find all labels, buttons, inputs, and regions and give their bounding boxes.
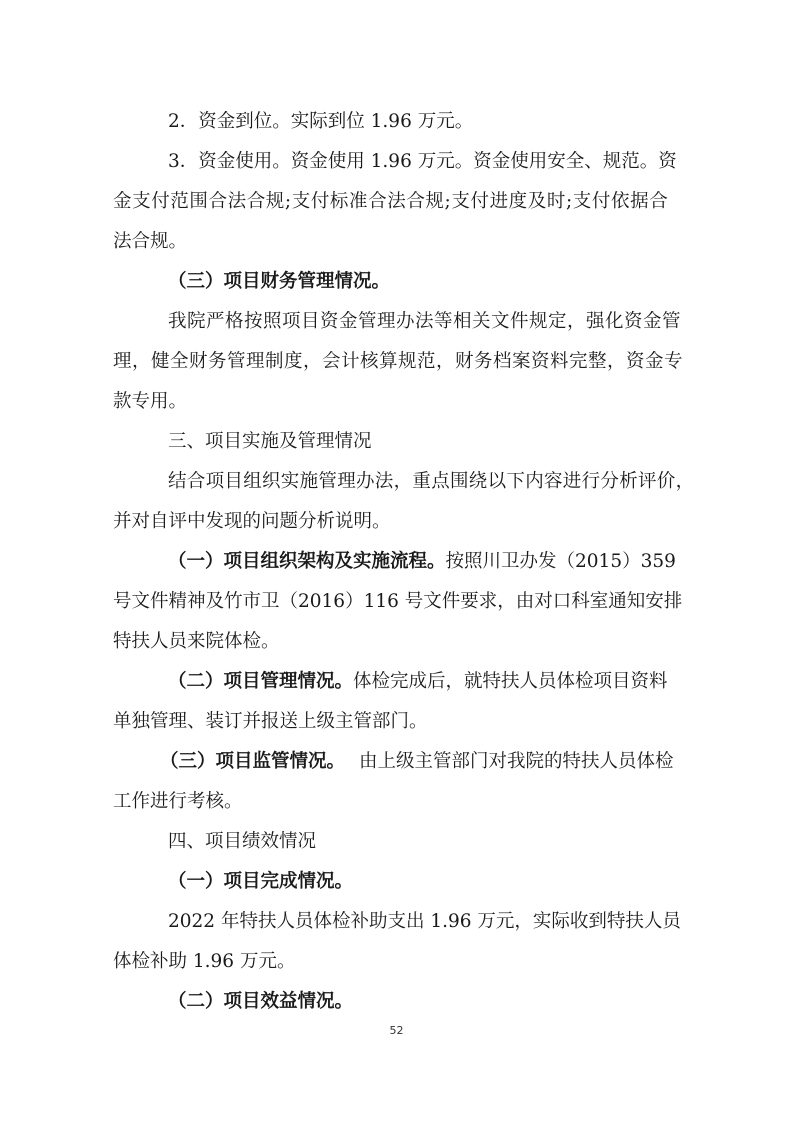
heading-supervision: （三）项目监管情况。 [160, 751, 346, 772]
heading-financial-management: （三）项目财务管理情况。 [168, 271, 391, 292]
paragraph-funds-arrival: 2．资金到位。实际到位 1.96 万元。 [168, 111, 474, 132]
paragraph-management-line2: 单独管理、装订并报送上级主管部门。 [113, 711, 428, 732]
paragraph-implementation-line2: 并对自评中发现的问题分析说明。 [113, 511, 391, 532]
paragraph-org-structure-line2: 号文件精神及竹市卫（2016）116 号文件要求，由对口科室通知安排 [113, 591, 683, 612]
paragraph-management-line1 [168, 670, 668, 694]
heading-completion: （一）项目完成情况。 [168, 871, 354, 892]
paragraph-finance-line2: 理，健全财务管理制度，会计核算规范，财务档案资料完整，资金专 [113, 351, 684, 372]
paragraph-org-structure-line1 [168, 550, 676, 574]
paragraph-finance-line3: 款专用。 [113, 391, 188, 412]
paragraph-org-structure-line3: 特扶人员来院体检。 [113, 631, 280, 652]
paragraph-supervision-line2: 工作进行考核。 [113, 791, 243, 812]
paragraph-funds-use-line1 [168, 150, 677, 174]
section-heading-performance: 四、项目绩效情况 [168, 831, 317, 852]
text-org-structure: 按照川卫办发（2015）359 [445, 551, 676, 572]
page-number: 52 [389, 1024, 404, 1037]
paragraph-funds-use-line3: 法合规。 [113, 231, 188, 252]
heading-org-structure: （一）项目组织架构及实施流程。 [168, 551, 446, 572]
text-supervision: 由上级主管部门对我院的特扶人员体检 [359, 751, 674, 772]
paragraph-completion-line2: 体检补助 1.96 万元。 [113, 951, 296, 972]
paragraph-supervision-line1 [160, 750, 674, 774]
heading-benefits: （二）项目效益情况。 [168, 991, 354, 1012]
text-management: 体检完成后，就特扶人员体检项目资料 [353, 671, 668, 692]
section-heading-implementation: 三、项目实施及管理情况 [168, 431, 372, 452]
paragraph-funds-use-line2: 金支付范围合法合规;支付标准合法合规;支付进度及时;支付依据合 [113, 191, 669, 212]
text-line: 3．资金使用。资金使用 1.96 万元。资金使用安全、规范。资 [168, 151, 677, 172]
paragraph-finance-line1: 我院严格按照项目资金管理办法等相关文件规定，强化资金管 [168, 311, 682, 332]
paragraph-completion-line1: 2022 年特扶人员体检补助支出 1.96 万元，实际收到特扶人员 [168, 911, 681, 932]
heading-management: （二）项目管理情况。 [168, 671, 354, 692]
paragraph-implementation-line1: 结合项目组织实施管理办法，重点围绕以下内容进行分析评价， [168, 471, 695, 492]
